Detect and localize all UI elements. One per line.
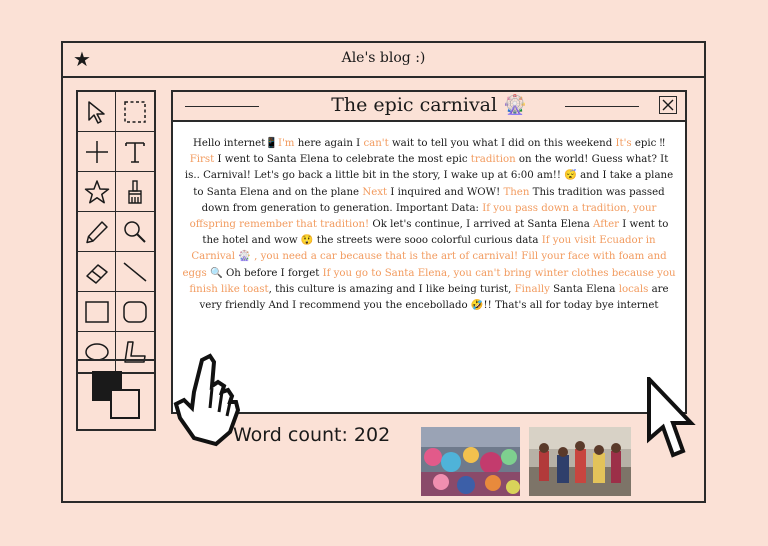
tool-palette [76, 90, 156, 374]
select-rect-icon[interactable] [116, 92, 154, 132]
body-text: wait to tell you what I did on this weekend [388, 138, 616, 149]
body-text: This tradition was passed down from generation to generation. Important Data: [201, 186, 665, 214]
document-body[interactable] [181, 136, 677, 314]
body-text: , this culture is amazing and I like being turist, [268, 283, 515, 295]
hand-cursor-icon [172, 352, 242, 448]
word-count: Word count: 202 [233, 424, 391, 446]
body-text: on the world! Guess what? It is.. Carnival! Let's go back a little bit in the story, I wake up at 6:00 am!! 😴 and I take a plane to Santa Elena and on the plane [184, 154, 674, 198]
eraser-icon[interactable] [78, 252, 116, 292]
highlighted-text: Finally [514, 283, 550, 295]
background-color-swatch[interactable] [110, 389, 140, 419]
plus-icon[interactable] [78, 132, 116, 172]
highlighted-text: locals [618, 283, 649, 295]
highlighted-text: After [593, 219, 619, 231]
carnival-photo-1 [421, 427, 520, 496]
body-text: Hello internet📱 [193, 138, 278, 149]
highlighted-text: can't [363, 138, 389, 149]
highlighted-text: Next [362, 186, 388, 198]
highlighted-text: If you go to Santa Elena, you can't bring winter clothes because you finish like toast [189, 267, 676, 295]
highlighted-text: First [189, 154, 215, 166]
carnival-photo-2 [529, 427, 631, 496]
rectangle-icon[interactable] [78, 292, 116, 332]
brush-icon[interactable] [116, 172, 154, 212]
body-text: I went to the hotel and wow 😲 the streets were sooo colorful curious data [202, 219, 669, 247]
title-bar [63, 43, 704, 78]
pencil-icon[interactable] [78, 212, 116, 252]
text-icon[interactable] [116, 132, 154, 172]
line-icon[interactable] [116, 252, 154, 292]
body-text: are very friendly And I recommend you the encebollado 🤣!! That's all for today bye internet [199, 283, 669, 312]
star-shape-icon[interactable] [78, 172, 116, 212]
highlighted-text: I'm [277, 138, 295, 149]
body-text: epic ‼ [631, 138, 665, 149]
window-title: Ale's blog :) [341, 50, 426, 66]
close-icon [661, 98, 675, 112]
highlighted-text: It's [615, 138, 632, 149]
magnifier-icon[interactable] [116, 212, 154, 252]
document-header [173, 92, 685, 122]
highlighted-text: tradition [470, 154, 516, 166]
highlighted-text: If you pass down a tradition, your offspring remember that tradition! [189, 202, 657, 231]
body-text: here again I [294, 138, 364, 149]
pointer-icon[interactable] [78, 92, 116, 132]
color-selector[interactable] [76, 359, 156, 431]
highlighted-text: If you visit Ecuador in Carnival 🎡 , you need a car because that is the art of carnival! Fill your face with foam and eggs [182, 235, 667, 279]
body-text: Santa Elena [549, 283, 619, 295]
body-text: I went to Santa Elena to celebrate the most epic [214, 154, 471, 166]
highlighted-text: Then [503, 186, 530, 198]
document-title: The epic carnival 🎡 [331, 94, 527, 116]
body-text: I inquired and WOW! [387, 186, 504, 198]
rounded-rect-icon[interactable] [116, 292, 154, 332]
close-button[interactable] [659, 96, 677, 114]
body-text: Ok let's continue, I arrived at Santa Elena [369, 219, 594, 231]
arrow-cursor-icon [645, 377, 697, 461]
body-text: 🔍 Oh before I forget [206, 267, 323, 279]
document-window [171, 90, 687, 414]
star-icon[interactable]: ★ [73, 47, 91, 71]
header-rule-right [565, 106, 639, 107]
